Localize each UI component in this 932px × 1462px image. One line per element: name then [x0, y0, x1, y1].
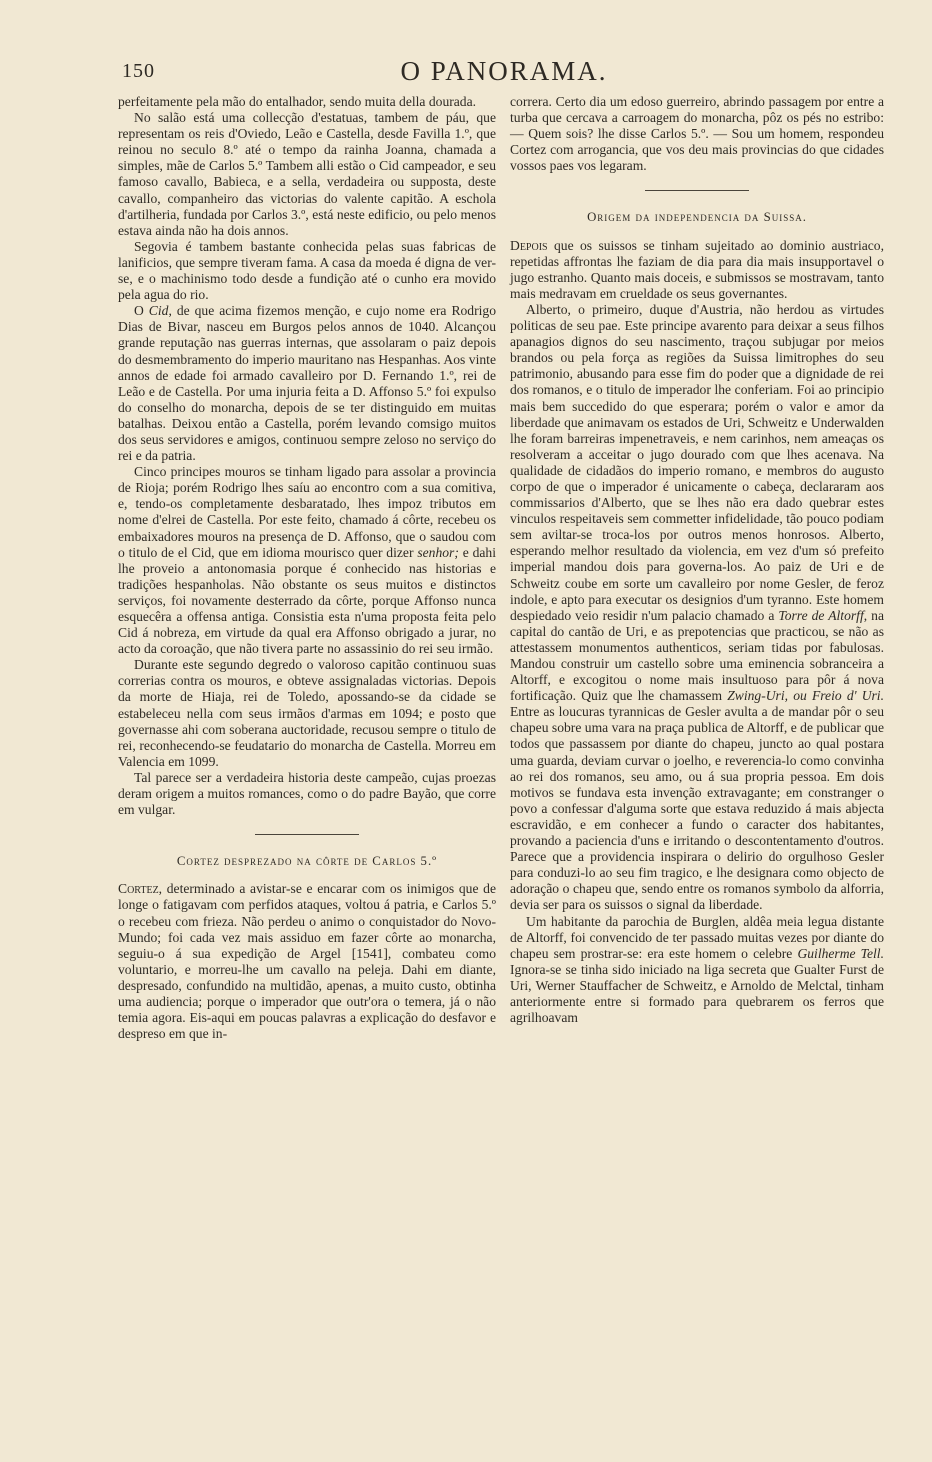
- text-run: , na capital do cantão de Uri, e as prepotencias que practicou, se não as attestassem monumentos authenticos, seriam tidas por fabulosas. Mandou construir um castello sobre uma eminencia sobranceira a Altorff, e excogitou o nome mais insultuoso para pôr á nova fortificação. Quiz que lhe chamassem: [510, 607, 884, 704]
- lead-word: Cortez,: [118, 881, 163, 897]
- text-run: Alberto, o primeiro, duque d'Austria, não herdou as virtudes politicas de seu pae. Este principe avarento para deixar a seus filhos apanagios dignos do seu nascimento, traçou subjugar por meios brandos ou pela força as regiões da Suissa limitrophes do seu patrimonio, abusando para esse fim do poder que a dignidade de rei dos romanos, e o titulo de imperador lhe conferiam. Foi ao principio mais bem succedido do que esperara; porém o valor e amor da liberdade que animavam os estados de Uri, Schweitz e Underwalden lhe foram barreiras impenetraveis, e nem carinhos, nem ameaças os resolveram a acceitar o jugo dourado com que lhes acenava. Na qualidade de cidadãos do imperio romano, e membros do augusto corpo de que o imperador é unicamente o cabeça, declararam aos commissarios d'Alberto, que se lhes não era dado quebrar estes vinculos respeitaveis sem commetter infidelidade, tão pouco podiam sem aviltar-se troca-los por outros menos honrosos. Alberto, esperando melhor resultado da violencia, em vez d'um só prefeito imperial mandou dois para governa-los. Ao paiz de Uri e de Schweitz coube em sorte um cavalleiro por nome Gesler, de feroz indole, e apto para executar os designios d'um tyranno. Este homem despiedado veio residir n'um palacio chamado a: [510, 301, 884, 623]
- lead-word: Depois: [510, 237, 548, 253]
- paragraph: [118, 881, 496, 1042]
- text-run: Cinco principes mouros se tinham ligado para assolar a provincia de Rioja; porém Rodrigo lhes saíu ao encontro com a sua comitiva, e, tendo-os completamente desbaratado, lhes impoz tributos em nome d'elrei de Castella. Por este feito, chamado á côrte, recebeu os embaixadores mouros na presença de D. Affonso, que o saudou com o titulo de el Cid, que em idioma mourisco quer dizer: [118, 464, 496, 560]
- text-run: O: [134, 303, 149, 319]
- text-run: que os suissos se tinham sujeitado ao dominio austriaco, repetidas affrontas lhe faziam de dia para dia mais insupportavel o jugo estranho. Quanto mais doceis, e submissos se mostravam, tanto mais medravam em crueldade os seus governantes.: [510, 237, 884, 301]
- section-divider: [255, 834, 359, 835]
- italic-term: Zwing-Uri, ou Freio d' Uri.: [727, 688, 884, 704]
- right-column: [510, 94, 884, 1026]
- section-heading: Origem da independencia da Suissa.: [587, 210, 807, 225]
- paragraph: correra. Certo dia um edoso guerreiro, abrindo passagem por entre a turba que cercava a carroagem do monarcha, pôz os pés no estribo: — Quem sois? lhe disse Carlos 5.º. — Sou um homem, respondeu Cortez com arrogancia, que vos deu mais provincias do que cidades vossos paes vos legaram.: [510, 94, 884, 174]
- text-run: Um habitante da parochia de Burglen, aldêa meia legua distante de Altorff, foi convencido de ter passado muitas vezes por diante do chapeu sem prostrar-se: era este homem o celebre: [510, 913, 884, 961]
- paragraph: Segovia é tambem bastante conhecida pelas suas fabricas de lanificios, que sempre tiveram fama. A casa da moeda é digna de ver-se, e o machinismo todo desde a fundição até o cunho era movido pela agua do rio.: [118, 238, 496, 303]
- text-run: Entre as loucuras tyrannicas de Gesler avulta a de mandar pôr o seu chapeu sobre uma vara na praça publica de Altorff, e de publicar que todos que passassem por diante do chapeu, juncto ao qual postara uma guarda, deviam curvar o joelho, e reverencia-lo como convinha ao rei dos romanos, seu amo, ou á sua propria pessoa. Em dois motivos se fundava esta invenção extravagante; em constranger o povo a confessar d'alguma sorte que estava reduzido á mais abjecta escravidão, e em conhecer a fundo o caracter dos habitantes, provando a paciencia d'uns e irritando o descontentamento d'outros. Parece que a providencia inspirara o delirio do orgulhoso Gesler para conduzi-lo ao seu fim tragico, e lhe designara como objecto de adoração o chapeu que, sendo entre os romanos symbolo da alforria, devia ser para os suissos o signal da liberdade.: [510, 704, 884, 913]
- paragraph: perfeitamente pela mão do entalhador, sendo muita della dourada.: [118, 94, 477, 109]
- italic-term: senhor;: [417, 544, 459, 560]
- paragraph: [510, 302, 884, 914]
- italic-term: Cid: [148, 303, 169, 319]
- paragraph: Tal parece ser a verdadeira historia deste campeão, cujas proezas deram origem a muitos romances, como o do padre Bayão, que corre em vulgar.: [118, 769, 496, 818]
- page-header: [118, 56, 890, 92]
- page-number: 150: [122, 60, 155, 82]
- text-run: determinado a avistar-se e encarar com os inimigos que de longe o fatigavam com perfidos ataques, voltou á patria, e Carlos 5.º o recebeu com frieza. Não perdeu o animo o conquistador do Novo-Mundo; foi cada vez mais assiduo em fazer côrte ao monarcha, seguiu-o á sua expedição de Argel [1541], combateu como voluntario, e morreu-lhe um cavallo na peleja. Dahi em diante, despresado, confundido na multidão, apenas, a muito custo, obtinha uma audiencia; porque o imperador que outr'ora o temera, já o não temia agora. Eis-aqui em poucas palavras a explicação do desfavor e despreso em que in-: [118, 881, 496, 1042]
- section-heading: Cortez desprezado na côrte de Carlos 5.º: [176, 854, 438, 869]
- text-run: Ignora-se se tinha sido iniciado na liga secreta que Gualter Furst de Uri, Werner Stauffacher de Schweitz, e Arnoldo de Melctal, tinham anteriormente entre si formado para quebrarem os ferros que agrilhoavam: [510, 961, 884, 1026]
- paragraph: [118, 303, 496, 464]
- section-divider: [645, 190, 749, 191]
- paragraph: [510, 914, 884, 1027]
- paragraph: [510, 238, 884, 302]
- italic-term: Torre de Altorff: [778, 607, 864, 623]
- italic-term: Guilherme Tell.: [797, 945, 884, 961]
- left-column: [118, 94, 496, 1042]
- paragraph: [118, 464, 496, 657]
- text-run: e dahi lhe proveio a antonomasia porque é conhecido nas historias e tradições hespanholas. Não obstante os seus muitos e distinctos serviços, foi novamente desterrado da côrte, porque Affonso nunca esquecêra a offensa antiga. Consistia esta n'uma proposta feita pelo Cid á nobreza, em virtude da qual era Affonso obrigado a jurar, no acto da coroação, que não tivera parte no assassinio do rei seu irmão.: [118, 544, 496, 657]
- text-run: , de que acima fizemos menção, e cujo nome era Rodrigo Dias de Bivar, nasceu em Burgos pelos annos de 1040. Alcançou grande reputação nas guerras internas, que assolaram o paiz depois do desmembramento do imperio mauritano nas Hespanhas. Aos vinte annos de edade foi armado cavalleiro por D. Fernando 1.º, rei de Leão e de Castella. Por uma injuria feita a D. Affonso 5.º foi expulso do conselho do monarcha, depois de se ter distinguido em muitas batalhas. Deixou então a Castella, porém levando comsigo muitos dos seus servidores e amigos, continuou sempre zeloso no serviço do rei e da patria.: [118, 303, 496, 464]
- paragraph: Durante este segundo degredo o valoroso capitão continuou suas correrias contra os mouros, e obteve assignaladas victorias. Depois da morte de Hiaja, rei de Toledo, apossando-se da cidade se estabeleceu nella com seus irmãos d'armas em 1094; e posto que governasse ahi com soberana auctoridade, recusou sempre o titulo de rei, reconhecendo-se feudatario do monarcha de Castella. Morreu em Valencia em 1099.: [118, 657, 496, 769]
- running-title: O PANORAMA.: [400, 56, 608, 86]
- paragraph: No salão está uma collecção d'estatuas, tambem de páu, que representam os reis d'Oviedo, Leão e Castella, desde Favilla 1.º, que reinou no seculo 8.º até o tempo da rainha Joanna, chamada a simples, mãe de Carlos 5.º Tambem alli estão o Cid campeador, e seu famoso cavallo, Babieca, e a sella, verdadeira ou supposta, deste cavallo, companheiro das victorias do valente capitão. A eschola d'artilheria, fundada por Carlos 3.º, está neste edificio, ou pelo menos estava ainda não ha dois annos.: [118, 110, 496, 238]
